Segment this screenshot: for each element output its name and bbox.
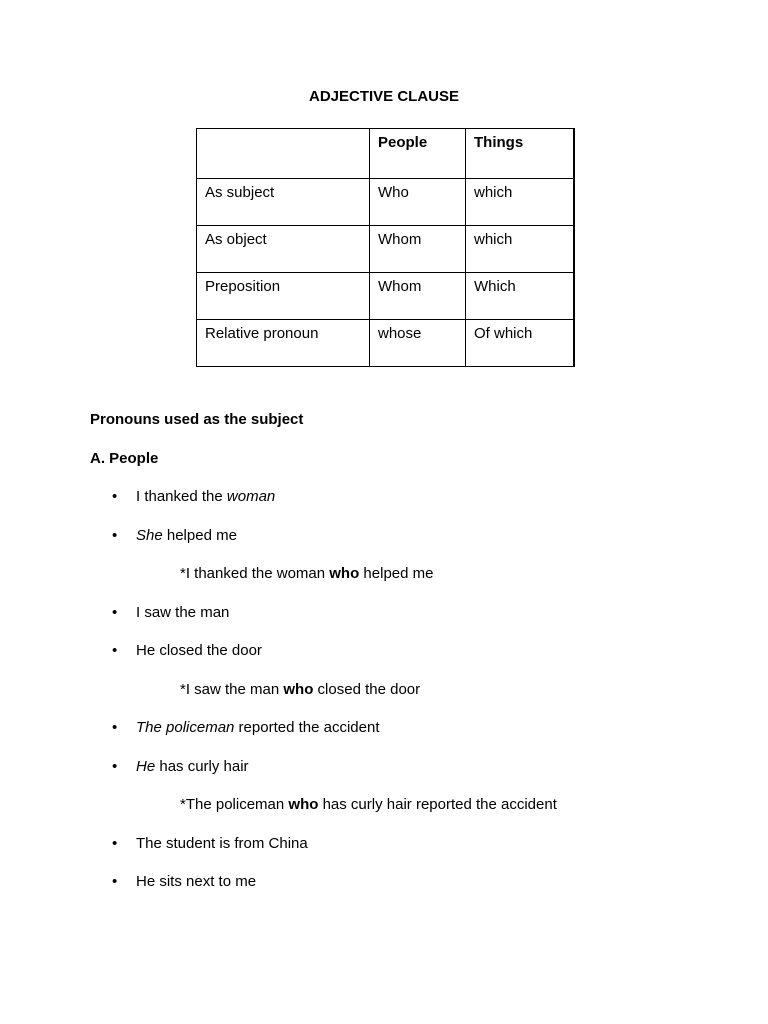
table-cell: whose xyxy=(370,320,466,367)
table-cell: As subject xyxy=(197,179,370,226)
bullet-icon: • xyxy=(112,527,118,544)
list-item-text xyxy=(136,488,275,505)
sentence-text: helped me xyxy=(162,527,237,544)
table-cell: Which xyxy=(466,273,574,320)
table-cell: Who xyxy=(370,179,466,226)
sentence-text: closed the door xyxy=(313,681,421,698)
bullet-icon: • xyxy=(112,604,118,621)
bullet-icon: • xyxy=(112,488,118,505)
table-cell: Preposition xyxy=(197,273,370,320)
emphasis-text: He xyxy=(136,758,156,775)
subsection-heading: A. People xyxy=(90,450,159,467)
sentence-text: I thanked the xyxy=(136,488,227,505)
combined-sentence xyxy=(180,565,433,582)
bullet-icon: • xyxy=(112,719,118,736)
relative-pronoun: who xyxy=(288,796,319,813)
table-cell: Whom xyxy=(370,273,466,320)
emphasis-text: woman xyxy=(226,488,276,505)
table-cell: which xyxy=(466,179,574,226)
section-heading: Pronouns used as the subject xyxy=(90,411,304,428)
sentence-text: has curly hair reported the accident xyxy=(318,796,557,813)
page-title: ADJECTIVE CLAUSE xyxy=(308,88,460,105)
adjective-clause-table xyxy=(196,128,575,367)
table-row xyxy=(197,320,574,367)
list-item-text xyxy=(136,527,237,544)
table-cell: which xyxy=(466,226,574,273)
combined-sentence xyxy=(180,681,420,698)
table-header-cell: Things xyxy=(466,129,574,179)
table-row xyxy=(197,179,574,226)
sentence-text: has curly hair xyxy=(155,758,249,775)
list-item-text: He closed the door xyxy=(136,642,262,659)
relative-pronoun: who xyxy=(329,565,360,582)
emphasis-text: The policeman xyxy=(136,719,235,736)
table-cell: Whom xyxy=(370,226,466,273)
bullet-icon: • xyxy=(112,835,118,852)
sentence-text: *The policeman xyxy=(180,796,289,813)
list-item-text xyxy=(136,758,249,775)
table-row xyxy=(197,226,574,273)
table-row xyxy=(197,273,574,320)
bullet-icon: • xyxy=(112,873,118,890)
list-item-text xyxy=(136,719,379,736)
bullet-icon: • xyxy=(112,642,118,659)
sentence-text: *I thanked the woman xyxy=(180,565,330,582)
list-item-text: I saw the man xyxy=(136,604,230,621)
relative-pronoun: who xyxy=(283,681,314,698)
bullet-icon: • xyxy=(112,758,118,775)
table-cell: Of which xyxy=(466,320,574,367)
combined-sentence xyxy=(180,796,557,813)
sentence-text: helped me xyxy=(359,565,434,582)
sentence-text: reported the accident xyxy=(234,719,380,736)
table-header-cell xyxy=(197,129,370,179)
emphasis-text: She xyxy=(136,527,163,544)
sentence-text: *I saw the man xyxy=(180,681,284,698)
table-header-cell: People xyxy=(370,129,466,179)
table-cell: As object xyxy=(197,226,370,273)
table-header-row xyxy=(197,129,574,179)
list-item-text: He sits next to me xyxy=(136,873,257,890)
list-item-text: The student is from China xyxy=(136,835,308,852)
table-cell: Relative pronoun xyxy=(197,320,370,367)
